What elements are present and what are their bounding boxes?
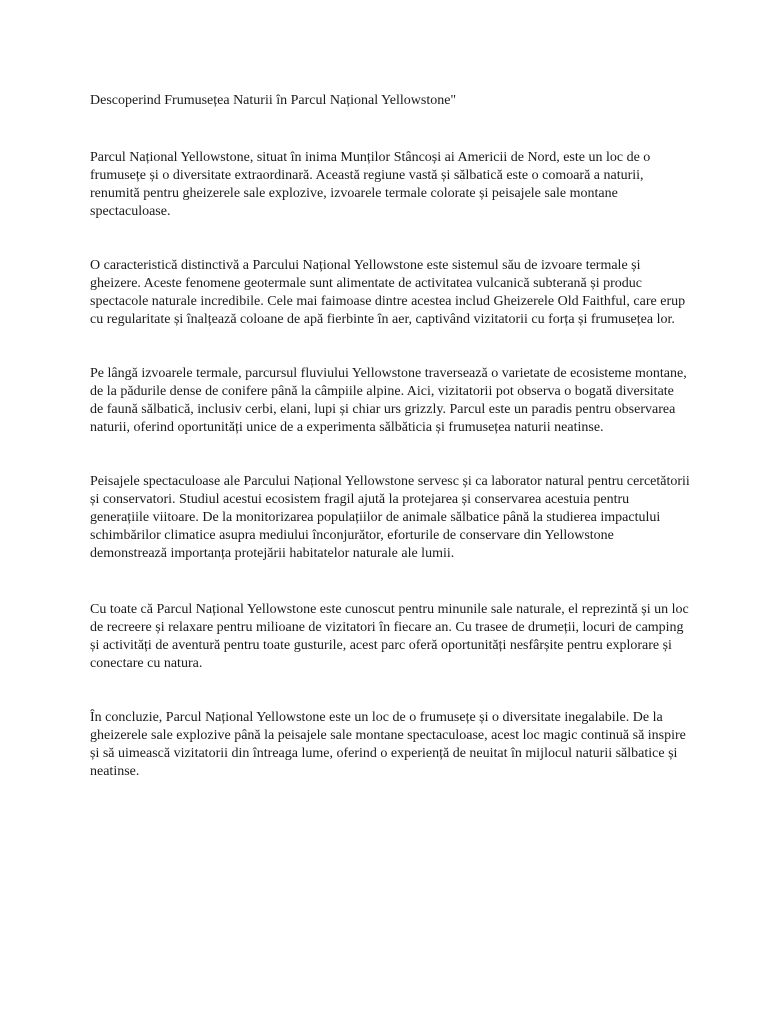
paragraph-intro: Parcul Național Yellowstone, situat în inima Munților Stâncoși ai Americii de Nord, este un loc de o frumusețe și o diversitate extraordinară. Această regiune vastă și sălbatică este o comoară a naturii, renumită pentru gheizerele sale explozive, izvoarele termale colorate și peisajele sale montane spectaculoase.	[90, 150, 651, 219]
paragraph-conclusion: În concluzie, Parcul Național Yellowstone este un loc de o frumusețe și o diversitate inegalabile. De la gheizerele sale explozive până la peisajele sale montane spectaculoase, acest loc magic continuă să inspire și să uimească vizitatorii din întreaga lume, oferind o experiență de neuitat în mijlocul naturii sălbatice și neatinse.	[90, 710, 686, 779]
paragraph-hot-springs: O caracteristică distinctivă a Parcului Național Yellowstone este sistemul său de izvoare termale și gheizere. Aceste fenomene geotermale sunt alimentate de activitatea vulcanică subterană și produc spectacole naturale incredibile. Cele mai faimoase dintre acestea includ Gheizerele Old Faithful, care erup cu regularitate și înalțează coloane de apă fierbinte în aer, captivând vizitatorii cu forța și frumusețea lor.	[90, 258, 686, 327]
paragraph-research: Peisajele spectaculoase ale Parcului Național Yellowstone servesc și ca laborator natural pentru cercetătorii și conservatori. Studiul acestui ecosistem fragil ajută la protejarea și conservarea acestuia pentru generațiile viitoare. De la monitorizarea populațiilor de animale sălbatice până la studierea impactului schimbărilor climatice asupra mediului înconjurător, eforturile de conservare din Yellowstone demonstrează importanța protejării habitatelor naturale ale lumii.	[90, 474, 690, 561]
document-title: Descoperind Frumusețea Naturii în Parcul Național Yellowstone"	[90, 93, 457, 108]
paragraph-ecosystems: Pe lângă izvoarele termale, parcursul fluviului Yellowstone traversează o varietate de ecosisteme montane, de la pădurile dense de conifere până la câmpiile alpine. Aici, vizitatorii pot observa o bogată diversitate de faună sălbatică, inclusiv cerbi, elani, lupi și chiar urs grizzly. Parcul este un paradis pentru observarea naturii, oferind oportunități unice de a experimenta sălbăticia și frumusețea naturii neatinse.	[90, 366, 687, 435]
paragraph-recreation: Cu toate că Parcul Național Yellowstone este cunoscut pentru minunile sale naturale, el reprezintă și un loc de recreere și relaxare pentru milioane de vizitatori în fiecare an. Cu trasee de drumeții, locuri de camping și activități de aventură pentru toate gusturile, acest parc oferă oportunități nesfârșite pentru explorare și conectare cu natura.	[90, 602, 689, 671]
